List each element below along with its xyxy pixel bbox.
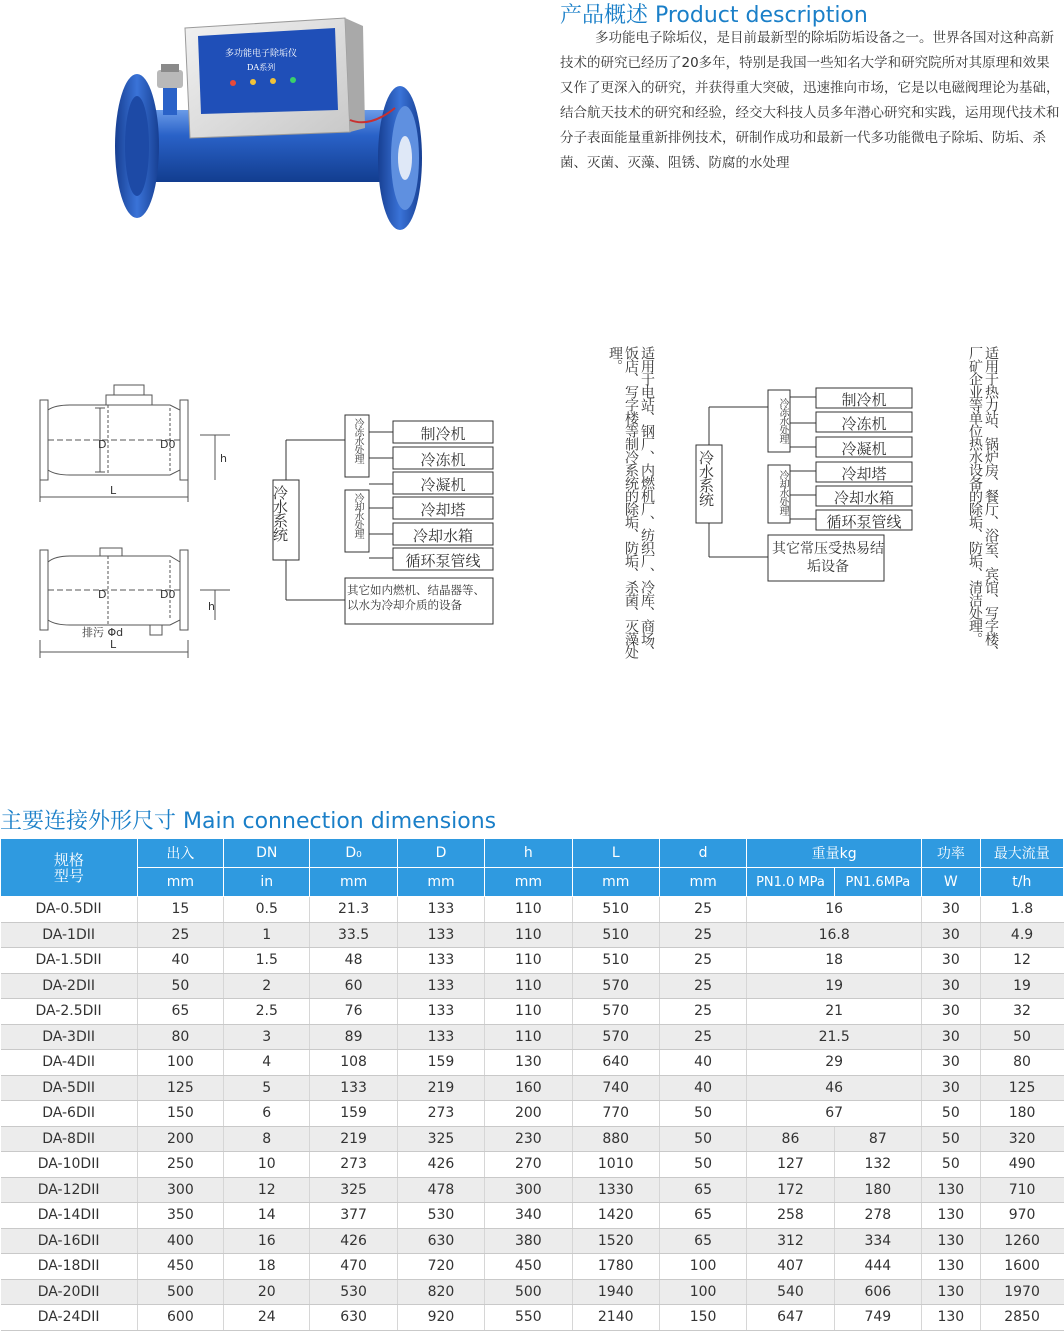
cell-power: 30: [922, 999, 981, 1025]
table-row: [1, 1177, 1064, 1203]
cell-d0: 108: [310, 1050, 397, 1076]
table-row: [1, 1203, 1064, 1229]
diagram1-item-2: 冷冻机: [420, 451, 466, 469]
cell-flow: 32: [980, 999, 1063, 1025]
cell-flow: 19: [980, 973, 1063, 999]
table-row: [1, 1305, 1064, 1331]
cell-d: 630: [397, 1228, 484, 1254]
cell-weight: 19: [747, 973, 922, 999]
cell-h: 130: [485, 1050, 572, 1076]
dim-label-h: h: [220, 452, 227, 465]
cell-l: 1010: [572, 1152, 659, 1178]
cell-d0: 89: [310, 1024, 397, 1050]
cell-h: 110: [485, 948, 572, 974]
cell-inout: 25: [137, 922, 223, 948]
cell-flow: 80: [980, 1050, 1063, 1076]
header-dd: d: [659, 839, 746, 868]
cell-dn: 1.5: [224, 948, 310, 974]
cell-power: 130: [922, 1279, 981, 1305]
cell-d0: 325: [310, 1177, 397, 1203]
cell-inout: 80: [137, 1024, 223, 1050]
cell-l: 1940: [572, 1279, 659, 1305]
cell-model: DA-6DII: [1, 1101, 138, 1127]
cell-w10: 86: [747, 1126, 834, 1152]
dimension-drawing: [30, 380, 230, 665]
table-row: [1, 1050, 1064, 1076]
diagram1-item-1: 制冷机: [420, 425, 466, 443]
diagram2-root: 冷水系统: [697, 450, 715, 506]
cell-d: 219: [397, 1075, 484, 1101]
cell-model: DA-2.5DII: [1, 999, 138, 1025]
cell-inout: 500: [137, 1279, 223, 1305]
cell-h: 200: [485, 1101, 572, 1127]
cell-flow: 970: [980, 1203, 1063, 1229]
cell-dd: 25: [659, 948, 746, 974]
cell-d: 273: [397, 1101, 484, 1127]
cell-weight: 46: [747, 1075, 922, 1101]
cell-h: 450: [485, 1254, 572, 1280]
dimensions-table: [0, 838, 1064, 1331]
cell-l: 1330: [572, 1177, 659, 1203]
cell-d: 133: [397, 999, 484, 1025]
cell-power: 30: [922, 1024, 981, 1050]
cell-dn: 18: [224, 1254, 310, 1280]
diagram2-other: 其它常压受热易结垢设备: [772, 541, 884, 575]
diagram2-group2: 冷却水处理: [777, 470, 788, 515]
cell-flow: 180: [980, 1101, 1063, 1127]
cell-weight: 21: [747, 999, 922, 1025]
cell-flow: 1600: [980, 1254, 1063, 1280]
cell-dd: 65: [659, 1177, 746, 1203]
cell-power: 50: [922, 1152, 981, 1178]
cell-inout: 350: [137, 1203, 223, 1229]
header-dn: DN: [224, 839, 310, 868]
cell-flow: 125: [980, 1075, 1063, 1101]
cell-d: 133: [397, 1024, 484, 1050]
cell-dd: 25: [659, 973, 746, 999]
cell-l: 570: [572, 973, 659, 999]
diagram1-item-3: 冷凝机: [420, 476, 466, 494]
cell-l: 570: [572, 999, 659, 1025]
cell-model: DA-16DII: [1, 1228, 138, 1254]
cell-dd: 40: [659, 1050, 746, 1076]
product-photo: [95, 10, 435, 235]
cell-d: 133: [397, 897, 484, 923]
diagram2-group1: 冷冻水处理: [777, 398, 788, 443]
unit-pn16: PN1.6MPa: [834, 868, 921, 897]
cell-h: 550: [485, 1305, 572, 1331]
device-panel-series: DA系列: [247, 63, 276, 72]
cell-l: 640: [572, 1050, 659, 1076]
cell-dd: 100: [659, 1279, 746, 1305]
cell-dd: 100: [659, 1254, 746, 1280]
header-weight: 重量kg: [747, 839, 922, 868]
cell-flow: 2850: [980, 1305, 1063, 1331]
unit-pn10: PN1.0 MPa: [747, 868, 834, 897]
cell-l: 880: [572, 1126, 659, 1152]
unit-dd: mm: [659, 868, 746, 897]
cell-d0: 60: [310, 973, 397, 999]
cell-d: 133: [397, 922, 484, 948]
cell-power: 50: [922, 1101, 981, 1127]
application-note-2: 适用于热力站、锅炉房、餐厅、浴室、宾馆、写字楼、厂矿企业等单位热水设备的除垢、防垢、清洁处理。: [967, 346, 999, 658]
unit-d0: mm: [310, 868, 397, 897]
cell-flow: 1970: [980, 1279, 1063, 1305]
unit-dn: in: [224, 868, 310, 897]
cell-inout: 15: [137, 897, 223, 923]
cell-d0: 530: [310, 1279, 397, 1305]
cell-inout: 40: [137, 948, 223, 974]
cell-model: DA-18DII: [1, 1254, 138, 1280]
dim-label-D: D: [98, 438, 107, 451]
cell-model: DA-1.5DII: [1, 948, 138, 974]
cell-h: 340: [485, 1203, 572, 1229]
cell-w16: 606: [834, 1279, 921, 1305]
cell-w10: 127: [747, 1152, 834, 1178]
cell-w10: 407: [747, 1254, 834, 1280]
unit-h: mm: [485, 868, 572, 897]
cell-d: 820: [397, 1279, 484, 1305]
cell-l: 2140: [572, 1305, 659, 1331]
cell-d0: 470: [310, 1254, 397, 1280]
cell-d0: 377: [310, 1203, 397, 1229]
cell-dd: 25: [659, 1024, 746, 1050]
application-note-1: 适用于电站、钢厂、内燃机厂、纺织厂、冷库、商场、饭店、写字楼等制冷系统的除垢、防垢、杀菌、灭藻处理。: [607, 346, 655, 658]
cell-h: 110: [485, 973, 572, 999]
cell-power: 130: [922, 1203, 981, 1229]
cell-dn: 1: [224, 922, 310, 948]
unit-power: W: [922, 868, 981, 897]
cell-flow: 1.8: [980, 897, 1063, 923]
cell-w10: 647: [747, 1305, 834, 1331]
cell-flow: 12: [980, 948, 1063, 974]
cell-inout: 65: [137, 999, 223, 1025]
cell-w16: 87: [834, 1126, 921, 1152]
cell-dn: 24: [224, 1305, 310, 1331]
cell-inout: 125: [137, 1075, 223, 1101]
cell-dd: 65: [659, 1203, 746, 1229]
cell-dd: 25: [659, 922, 746, 948]
cell-d: 720: [397, 1254, 484, 1280]
cell-h: 110: [485, 999, 572, 1025]
cell-d0: 133: [310, 1075, 397, 1101]
unit-l: mm: [572, 868, 659, 897]
cell-l: 570: [572, 1024, 659, 1050]
cell-power: 130: [922, 1254, 981, 1280]
diagram2-item-1: 制冷机: [841, 391, 887, 409]
cell-dn: 14: [224, 1203, 310, 1229]
header-d: D: [397, 839, 484, 868]
cell-d0: 21.3: [310, 897, 397, 923]
cell-inout: 300: [137, 1177, 223, 1203]
cell-weight: 21.5: [747, 1024, 922, 1050]
cell-power: 50: [922, 1126, 981, 1152]
cell-inout: 100: [137, 1050, 223, 1076]
cell-h: 270: [485, 1152, 572, 1178]
table-row: [1, 948, 1064, 974]
dim-label-D0-2: D0: [160, 588, 176, 601]
cell-flow: 50: [980, 1024, 1063, 1050]
cell-w16: 749: [834, 1305, 921, 1331]
diagram2-item-4: 冷却塔: [841, 465, 887, 483]
diagram1-group2: 冷却水处理: [352, 493, 363, 538]
cell-model: DA-24DII: [1, 1305, 138, 1331]
cell-power: 30: [922, 948, 981, 974]
product-description-body: 多功能电子除垢仪，是目前最新型的除垢防垢设备之一。世界各国对这种高新技术的研究已经历了20多年，特别是我国一些知名大学和研究院所对其原理和效果又作了更深入的研究，并获得重大突破，迅速推向市场，它是以电磁阀理论为基础，结合航天技术的研究和经验，经交大科技人员多年潜心研究和实践，运用现代技术和分子表面能量重新排例技术，研制作成功和最新一代多功能微电子除垢、防垢、杀菌、灭菌、灭藻、阻锈、防腐的水处理: [560, 30, 1060, 171]
cell-dn: 0.5: [224, 897, 310, 923]
cell-d0: 76: [310, 999, 397, 1025]
cell-w10: 172: [747, 1177, 834, 1203]
cell-dn: 6: [224, 1101, 310, 1127]
table-row: [1, 1279, 1064, 1305]
cell-dd: 50: [659, 1101, 746, 1127]
header-l: L: [572, 839, 659, 868]
table-row: [1, 1228, 1064, 1254]
drain-label: 排污 Φd: [82, 626, 124, 639]
cell-model: DA-1DII: [1, 922, 138, 948]
diagram2-item-5: 冷却水箱: [833, 489, 894, 507]
cell-l: 510: [572, 922, 659, 948]
cell-h: 110: [485, 897, 572, 923]
cell-model: DA-2DII: [1, 973, 138, 999]
cell-h: 500: [485, 1279, 572, 1305]
cell-inout: 50: [137, 973, 223, 999]
cell-w16: 444: [834, 1254, 921, 1280]
cell-dn: 16: [224, 1228, 310, 1254]
cell-model: DA-4DII: [1, 1050, 138, 1076]
cell-flow: 4.9: [980, 922, 1063, 948]
cell-w16: 278: [834, 1203, 921, 1229]
cell-h: 160: [485, 1075, 572, 1101]
cell-w10: 540: [747, 1279, 834, 1305]
cell-power: 30: [922, 897, 981, 923]
product-description-title: 产品概述 Product description: [560, 3, 868, 28]
cell-dd: 25: [659, 897, 746, 923]
cell-flow: 320: [980, 1126, 1063, 1152]
cell-power: 130: [922, 1177, 981, 1203]
cell-model: DA-14DII: [1, 1203, 138, 1229]
cell-dd: 50: [659, 1152, 746, 1178]
cell-dn: 8: [224, 1126, 310, 1152]
cell-inout: 250: [137, 1152, 223, 1178]
cell-power: 130: [922, 1305, 981, 1331]
cell-flow: 1260: [980, 1228, 1063, 1254]
cell-inout: 400: [137, 1228, 223, 1254]
table-row: [1, 1075, 1064, 1101]
diagram1-item-6: 循环泵管线: [405, 552, 481, 570]
header-power: 功率: [922, 839, 981, 868]
cell-h: 230: [485, 1126, 572, 1152]
dim-label-L: L: [110, 484, 117, 497]
cell-h: 380: [485, 1228, 572, 1254]
cell-d: 133: [397, 973, 484, 999]
table-row: [1, 922, 1064, 948]
cell-h: 300: [485, 1177, 572, 1203]
cell-l: 740: [572, 1075, 659, 1101]
cell-inout: 450: [137, 1254, 223, 1280]
cell-dn: 10: [224, 1152, 310, 1178]
cell-weight: 29: [747, 1050, 922, 1076]
cell-dn: 5: [224, 1075, 310, 1101]
cell-model: DA-5DII: [1, 1075, 138, 1101]
cell-model: DA-20DII: [1, 1279, 138, 1305]
cell-dn: 2.5: [224, 999, 310, 1025]
header-h: h: [485, 839, 572, 868]
table-row: [1, 1126, 1064, 1152]
table-row: [1, 1101, 1064, 1127]
dim-label-D-2: D: [98, 588, 107, 601]
cell-model: DA-0.5DII: [1, 897, 138, 923]
cell-dd: 50: [659, 1126, 746, 1152]
header-flow: 最大流量: [980, 839, 1063, 868]
dim-label-h-2: h: [208, 600, 215, 613]
cell-d0: 48: [310, 948, 397, 974]
diagram1-other: 其它如内燃机、结晶器等、以水为冷却介质的设备: [347, 583, 485, 612]
cell-dd: 40: [659, 1075, 746, 1101]
dim-label-L-2: L: [110, 638, 117, 651]
unit-inout: mm: [137, 868, 223, 897]
diagram1-item-4: 冷却塔: [420, 501, 466, 519]
cell-power: 30: [922, 922, 981, 948]
cell-d0: 273: [310, 1152, 397, 1178]
cell-w10: 312: [747, 1228, 834, 1254]
unit-flow: t/h: [980, 868, 1063, 897]
unit-d: mm: [397, 868, 484, 897]
cell-d: 325: [397, 1126, 484, 1152]
device-panel-title: 多功能电子除垢仪: [225, 49, 298, 59]
table-row: [1, 973, 1064, 999]
cell-w16: 334: [834, 1228, 921, 1254]
cell-model: DA-10DII: [1, 1152, 138, 1178]
cell-d0: 159: [310, 1101, 397, 1127]
cell-w16: 180: [834, 1177, 921, 1203]
cell-power: 30: [922, 973, 981, 999]
cell-d: 478: [397, 1177, 484, 1203]
cell-d: 426: [397, 1152, 484, 1178]
cell-l: 1520: [572, 1228, 659, 1254]
cell-flow: 710: [980, 1177, 1063, 1203]
cell-power: 30: [922, 1075, 981, 1101]
header-d0: D₀: [310, 839, 397, 868]
cell-model: DA-3DII: [1, 1024, 138, 1050]
cell-power: 130: [922, 1228, 981, 1254]
cell-inout: 200: [137, 1126, 223, 1152]
cell-inout: 150: [137, 1101, 223, 1127]
table-row: [1, 897, 1064, 923]
cell-w16: 132: [834, 1152, 921, 1178]
table-row: [1, 999, 1064, 1025]
cell-dn: 2: [224, 973, 310, 999]
table-row: [1, 1024, 1064, 1050]
cell-dd: 150: [659, 1305, 746, 1331]
cell-d0: 426: [310, 1228, 397, 1254]
cell-l: 770: [572, 1101, 659, 1127]
header-inout: 出入: [137, 839, 223, 868]
header-model: 规格 型号: [1, 839, 138, 897]
diagram1-root: 冷水系统: [271, 485, 289, 541]
cell-model: DA-12DII: [1, 1177, 138, 1203]
diagram1-group1: 冷冻水处理: [352, 418, 363, 463]
cell-flow: 490: [980, 1152, 1063, 1178]
cell-dn: 4: [224, 1050, 310, 1076]
cell-w10: 258: [747, 1203, 834, 1229]
cell-d: 159: [397, 1050, 484, 1076]
dim-label-D0: D0: [160, 438, 176, 451]
cell-power: 30: [922, 1050, 981, 1076]
dimensions-title: 主要连接外形尺寸 Main connection dimensions: [0, 809, 497, 834]
cell-h: 110: [485, 922, 572, 948]
cell-l: 510: [572, 897, 659, 923]
cell-weight: 18: [747, 948, 922, 974]
cell-dd: 25: [659, 999, 746, 1025]
diagram2-item-3: 冷凝机: [841, 440, 887, 458]
cell-weight: 16: [747, 897, 922, 923]
cell-dd: 65: [659, 1228, 746, 1254]
diagram2-item-2: 冷冻机: [841, 415, 887, 433]
cell-dn: 20: [224, 1279, 310, 1305]
diagram2-item-6: 循环泵管线: [826, 513, 902, 531]
cell-l: 1780: [572, 1254, 659, 1280]
cell-dn: 12: [224, 1177, 310, 1203]
cell-l: 1420: [572, 1203, 659, 1229]
cell-l: 510: [572, 948, 659, 974]
cell-model: DA-8DII: [1, 1126, 138, 1152]
cell-weight: 16.8: [747, 922, 922, 948]
cell-h: 110: [485, 1024, 572, 1050]
cell-d0: 33.5: [310, 922, 397, 948]
cell-d0: 219: [310, 1126, 397, 1152]
table-row: [1, 1254, 1064, 1280]
cell-dn: 3: [224, 1024, 310, 1050]
cell-d: 920: [397, 1305, 484, 1331]
cell-weight: 67: [747, 1101, 922, 1127]
diagram1-item-5: 冷却水箱: [412, 527, 473, 545]
table-row: [1, 1152, 1064, 1178]
cell-d0: 630: [310, 1305, 397, 1331]
cell-inout: 600: [137, 1305, 223, 1331]
cell-d: 530: [397, 1203, 484, 1229]
cell-d: 133: [397, 948, 484, 974]
